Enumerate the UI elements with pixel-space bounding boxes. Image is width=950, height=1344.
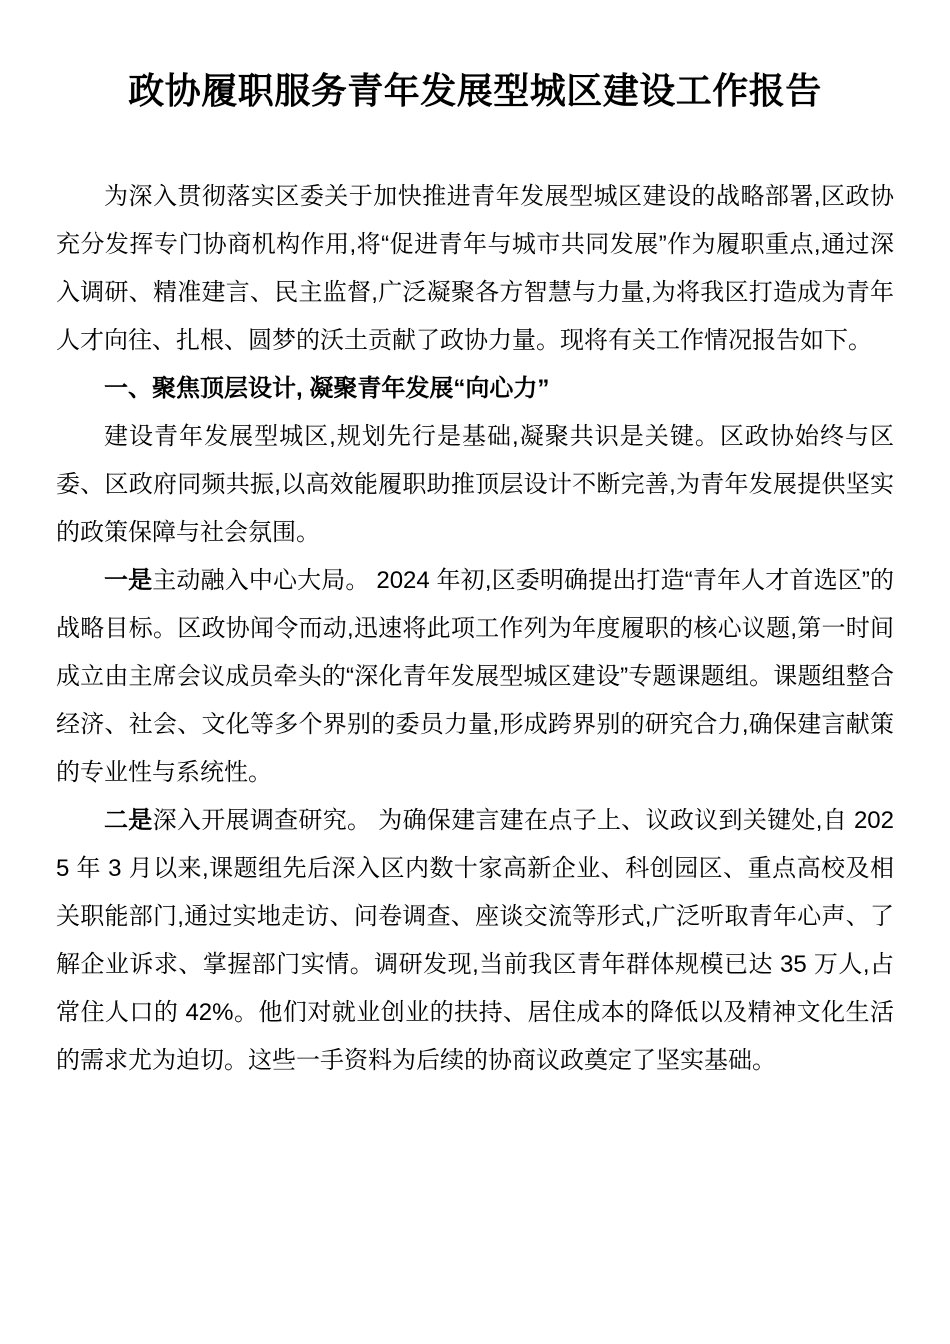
paragraph: 二是深入开展调查研究。 为确保建言建在点子上、议政议到关键处,自 2025 年 3 月以来,课题组先后深入区内数十家高新企业、科创园区、重点高校及相关职能部门,通过实地走访、问卷调查、座谈交流等形式,广泛听取青年心声、了解企业诉求、掌握部门实情。调研发现,当前我区青年群体规模已达 35 万人,占常住人口的 42%。他们对就业创业的扶持、居住成本的降低以及精神文化生活的需求尤为迫切。这些一手资料为后续的协商议政奠定了坚实基础。 [56,807,895,1074]
paragraph: 建设青年发展型城区,规划先行是基础,凝聚共识是关键。区政协始终与区委、区政府同频共振,以高效能履职助推顶层设计不断完善,为青年发展提供坚实的政策保障与社会氛围。 [56,423,894,546]
document-title: 政协履职服务青年发展型城区建设工作报告 [128,70,822,111]
paragraph: 为深入贯彻落实区委关于加快推进青年发展型城区建设的战略部署,区政协充分发挥专门协商机构作用,将“促进青年与城市共同发展”作为履职重点,通过深入调研、精准建言、民主监督,广泛凝聚各方智慧与力量,为将我区打造成为青年人才向往、扎根、圆梦的沃土贡献了政协力量。现将有关工作情况报告如下。 [56,183,894,354]
section-heading: 一、聚焦顶层设计, 凝聚青年发展“向心力” [104,375,550,402]
paragraph-lead: 一是 [104,567,153,594]
document-body [56,173,894,1085]
paragraph-lead: 二是 [104,807,153,834]
paragraph: 一是主动融入中心大局。 2024 年初,区委明确提出打造“青年人才首选区”的战略目标。区政协闻令而动,迅速将此项工作列为年度履职的核心议题,第一时间成立由主席会议成员牵头的“深化青年发展型城区建设”专题课题组。课题组整合经济、社会、文化等多个界别的委员力量,形成跨界别的研究合力,确保建言献策的专业性与系统性。 [56,567,894,786]
